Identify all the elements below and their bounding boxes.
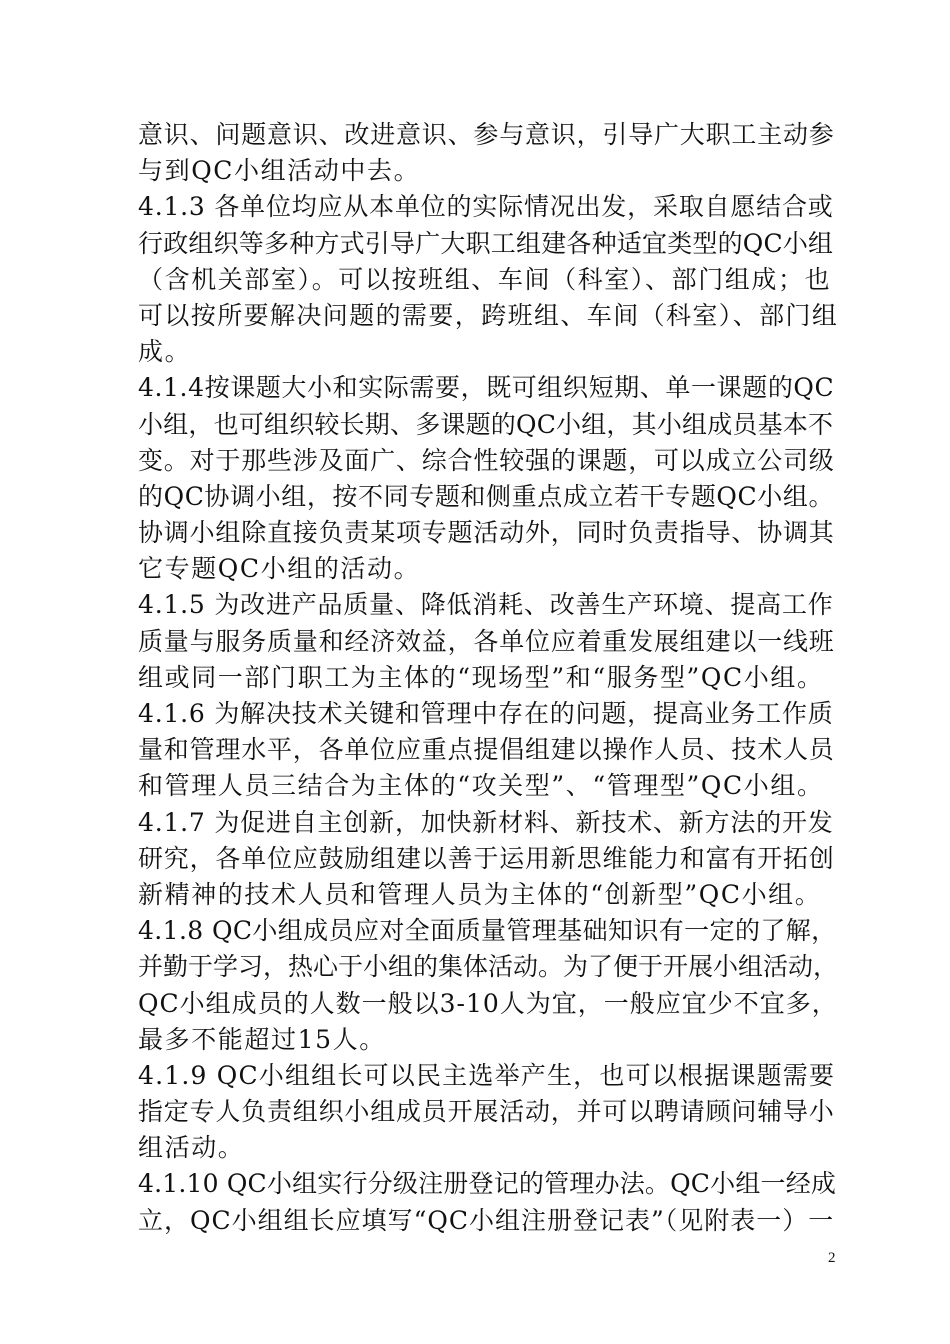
text-line: 变。对于那些涉及面广、综合性较强的课题，可以成立公司级 xyxy=(138,445,835,475)
text-line: 和管理人员三结合为主体的“攻关型”、“管理型”QC小组。 xyxy=(138,771,824,801)
text-line: 立，QC小组组长应填写“QC小组注册登记表”（见附表一）一 xyxy=(138,1205,835,1235)
text-line: 成。 xyxy=(138,337,192,367)
text-line: 4.1.4按课题大小和实际需要，既可组织短期、单一课题的QC xyxy=(138,373,835,403)
text-line: 可以按所要解决问题的需要，跨班组、车间（科室）、部门组 xyxy=(138,300,839,330)
text-line: 它专题QC小组的活动。 xyxy=(138,554,421,584)
text-line: 协调小组除直接负责某项专题活动外，同时负责指导、协调其 xyxy=(138,518,835,548)
text-line: 行政组织等多种方式引导广大职工组建各种适宜类型的QC小组 xyxy=(138,228,834,258)
text-line: 4.1.5 为改进产品质量、降低消耗、改善生产环境、提高工作 xyxy=(138,590,834,620)
text-line: 新精神的技术人员和管理人员为主体的“创新型”QC小组。 xyxy=(138,879,822,909)
text-line: 4.1.6 为解决技术关键和管理中存在的问题，提高业务工作质 xyxy=(138,699,834,728)
text-line: 4.1.7 为促进自主创新，加快新材料、新技术、新方法的开发 xyxy=(138,807,834,837)
text-line: 的QC协调小组，按不同专题和侧重点成立若干专题QC小组。 xyxy=(138,481,835,511)
text-line: 意识、问题意识、改进意识、参与意识，引导广大职工主动参 xyxy=(138,120,835,149)
body-text xyxy=(138,117,838,1239)
text-line: 小组，也可组织较长期、多课题的QC小组，其小组成员基本不 xyxy=(138,409,834,439)
text-line: 4.1.9 QC小组组长可以民主选举产生，也可以根据课题需要 xyxy=(138,1060,836,1090)
text-line: 4.1.10 QC小组实行分级注册登记的管理办法。QC小组一经成 xyxy=(138,1169,837,1199)
text-line: 与到QC小组活动中去。 xyxy=(138,156,421,186)
text-line: 研究，各单位应鼓励组建以善于运用新思维能力和富有开拓创 xyxy=(138,843,835,873)
text-line: 最多不能超过15人。 xyxy=(138,1024,386,1054)
text-line: 组或同一部门职工为主体的“现场型”和“服务型”QC小组。 xyxy=(138,662,824,692)
text-line: 组活动。 xyxy=(138,1133,245,1163)
text-line: QC小组成员的人数一般以3-10人为宜，一般应宜少不宜多， xyxy=(138,988,838,1018)
text-line: 质量与服务质量和经济效益，各单位应着重发展组建以一线班 xyxy=(138,626,835,656)
text-line: 4.1.3 各单位均应从本单位的实际情况出发，采取自愿结合或 xyxy=(138,192,834,222)
text-line: 指定专人负责组织小组成员开展活动，并可以聘请顾问辅导小 xyxy=(138,1097,835,1127)
page-number: 2 xyxy=(828,1250,836,1266)
text-line: 量和管理水平，各单位应重点提倡组建以操作人员、技术人员 xyxy=(138,735,835,765)
text-line: 并勤于学习，热心于小组的集体活动。为了便于开展小组活动， xyxy=(138,952,839,982)
text-line: （含机关部室）。可以按班组、车间（科室）、部门组成；也 xyxy=(138,264,832,294)
text-line: 4.1.8 QC小组成员应对全面质量管理基础知识有一定的了解， xyxy=(138,916,837,946)
